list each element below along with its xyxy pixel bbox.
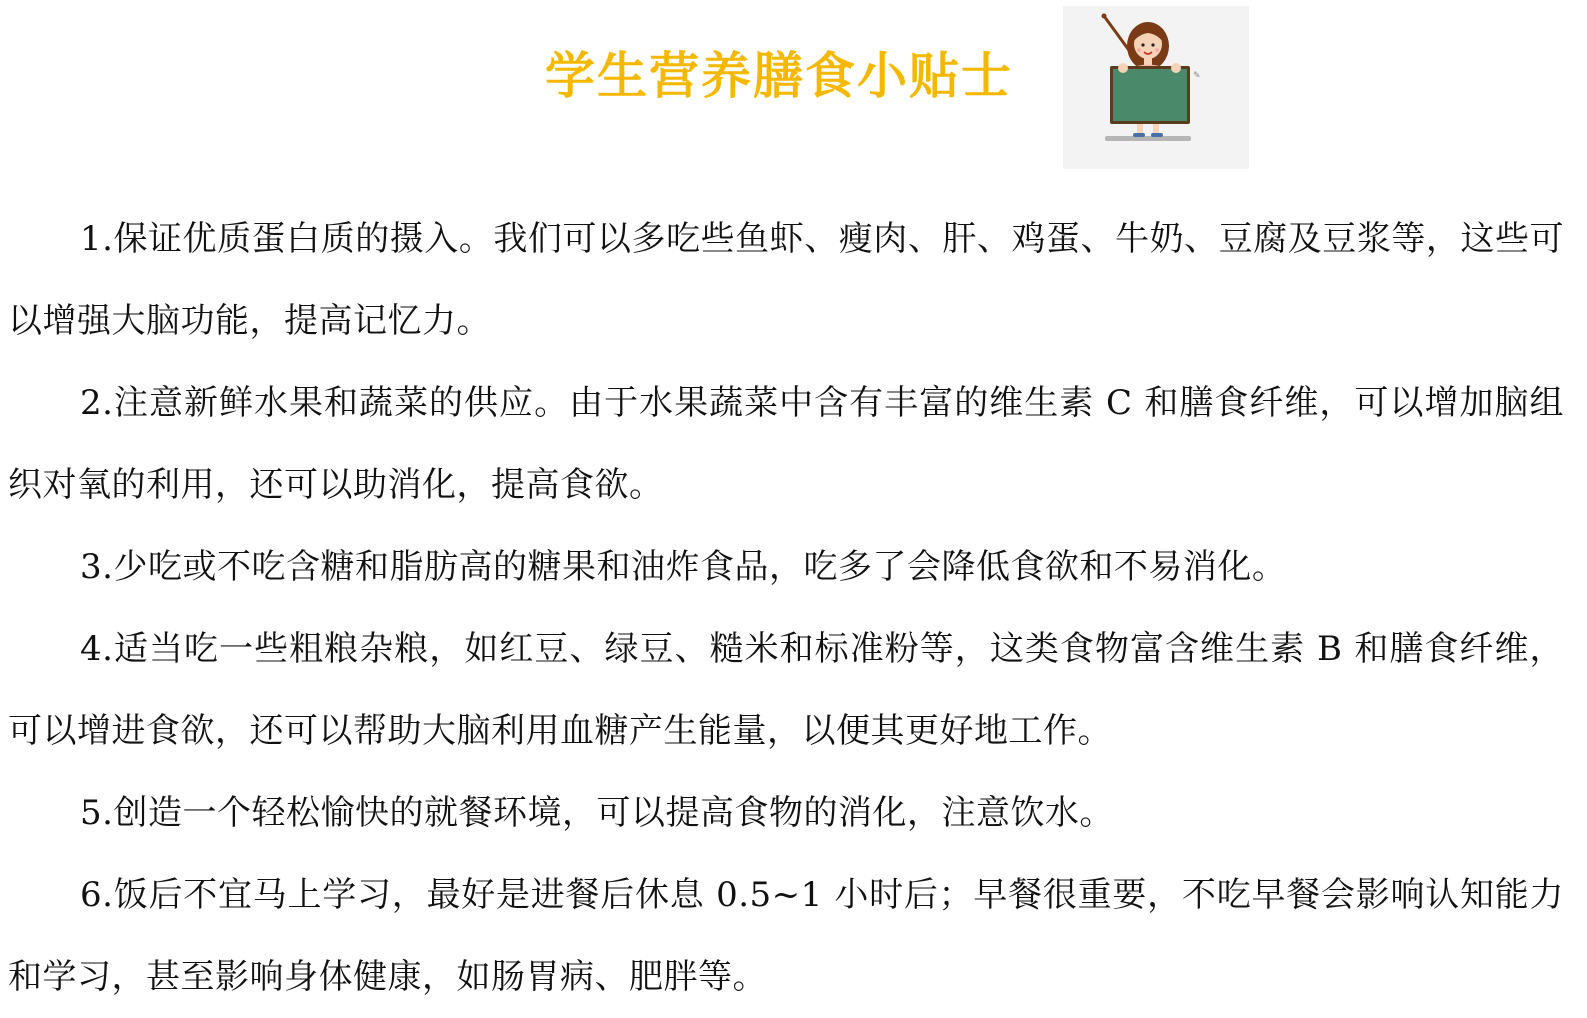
- tip-item: 1.保证优质蛋白质的摄入。我们可以多吃些鱼虾、瘦肉、肝、鸡蛋、牛奶、豆腐及豆浆等，这些可以增强大脑功能，提高记忆力。: [8, 219, 1564, 341]
- teacher-with-chalkboard-icon: [1063, 6, 1249, 169]
- tip-item: 2.注意新鲜水果和蔬菜的供应。由于水果蔬菜中含有丰富的维生素 C 和膳食纤维，可以增加脑组织对氧的利用，还可以助消化，提高食欲。: [8, 383, 1564, 505]
- tip-item: 4.适当吃一些粗粮杂粮，如红豆、绿豆、糙米和标准粉等，这类食物富含维生素 B 和膳食纤维，可以增进食欲，还可以帮助大脑利用血糖产生能量，以便其更好地工作。: [8, 629, 1564, 751]
- tips-list: [8, 198, 1564, 1018]
- tip-item: 6.饭后不宜马上学习，最好是进餐后休息 0.5~1 小时后；早餐很重要，不吃早餐会影响认知能力和学习，甚至影响身体健康，如肠胃病、肥胖等。: [8, 875, 1564, 997]
- teacher-illustration: [1063, 6, 1249, 169]
- page-title: 学生营养膳食小贴士: [545, 46, 1013, 105]
- tip-item: 5.创造一个轻松愉快的就餐环境，可以提高食物的消化，注意饮水。: [80, 793, 1114, 833]
- tip-item: 3.少吃或不吃含糖和脂肪高的糖果和油炸食品，吃多了会降低食欲和不易消化。: [80, 547, 1287, 587]
- svg-text:✎: ✎: [1193, 71, 1201, 81]
